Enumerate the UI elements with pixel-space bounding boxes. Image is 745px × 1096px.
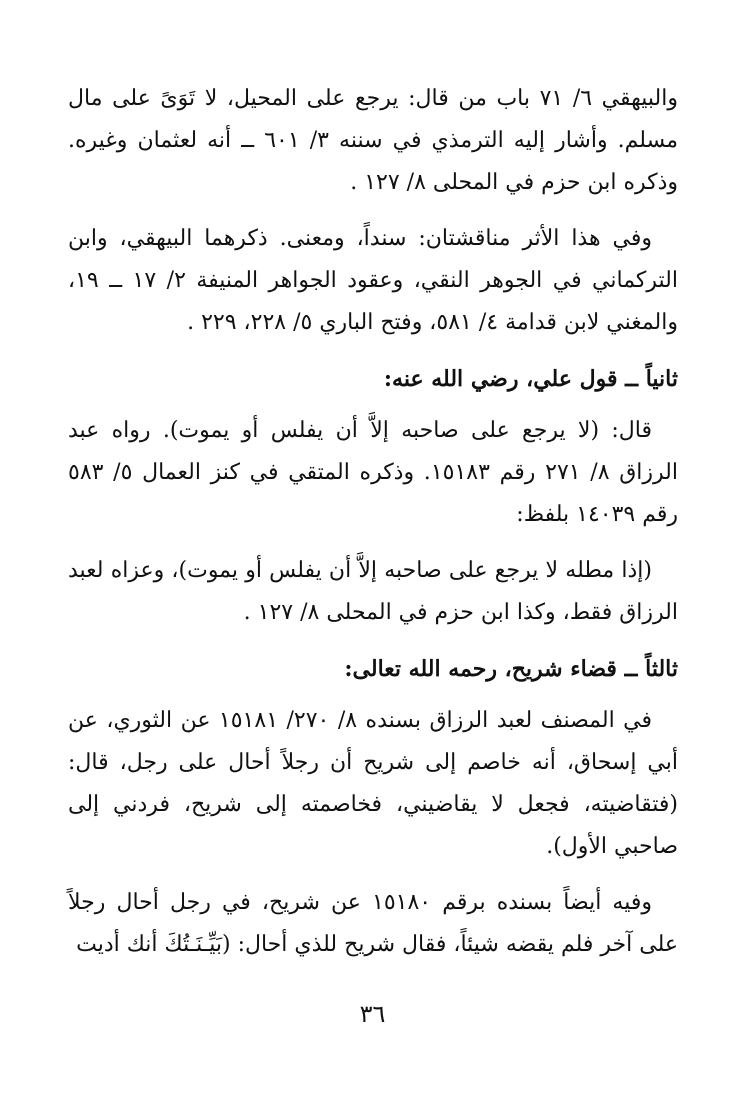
paragraph-5: في المصنف لعبد الرزاق بسنده ٨/ ٢٧٠/ ١٥١٨١ عن الثوري، عن أبي إسحاق، أنه خاصم إلى شريح أن رجلاً أحال على رجل، قال: (فتقاضيته، فجعل لا يقاضيني، فخاصمته إلى شريح، فردني إلى صاحبي الأول). [68, 708, 678, 859]
section-heading-third: ثالثاً ــ قضاء شريح، رحمه الله تعالى: [344, 656, 678, 682]
page-body [68, 78, 678, 980]
paragraph-4: (إذا مطله لا يرجع على صاحبه إلاَّ أن يفلس أو يموت)، وعزاه لعبد الرزاق فقط، وكذا ابن حزم في المحلى ٨/ ١٢٧ . [68, 558, 678, 625]
section-heading-second: ثانياً ــ قول علي، رضي الله عنه: [383, 366, 678, 392]
paragraph-3: قال: (لا يرجع على صاحبه إلاَّ أن يفلس أو يموت). رواه عبد الرزاق ٨/ ٢٧١ رقم ١٥١٨٣. وذكره المتقي في كنز العمال ٥/ ٥٨٣ رقم ١٤٠٣٩ بلفظ: [68, 418, 679, 527]
paragraph-1: والبيهقي ٦/ ٧١ باب من قال: يرجع على المحيل، لا تَوَىً على مال مسلم. وأشار إليه الترمذي في سننه ٣/ ٦٠١ ــ أنه لعثمان وغيره. وذكره ابن حزم في المحلى ٨/ ١٢٧ . [68, 86, 679, 195]
paragraph-2: وفي هذا الأثر مناقشتان: سنداً، ومعنى. ذكرهما البيهقي، وابن التركماني في الجوهر النقي، وعقود الجواهر المنيفة ٢/ ١٧ ــ ١٩، والمغني لابن قدامة ٤/ ٥٨١، وفتح الباري ٥/ ٢٢٨، ٢٢٩ . [68, 226, 678, 335]
page-number: ٣٦ [359, 1000, 386, 1028]
paragraph-6: وفيه أيضاً بسنده برقم ١٥١٨٠ عن شريح، في رجل أحال رجلاً على آخر فلم يقضه شيئاً، فقال شريح للذي أحال: (بَيِّـنَـتُكَ أنك أديت [68, 890, 678, 957]
